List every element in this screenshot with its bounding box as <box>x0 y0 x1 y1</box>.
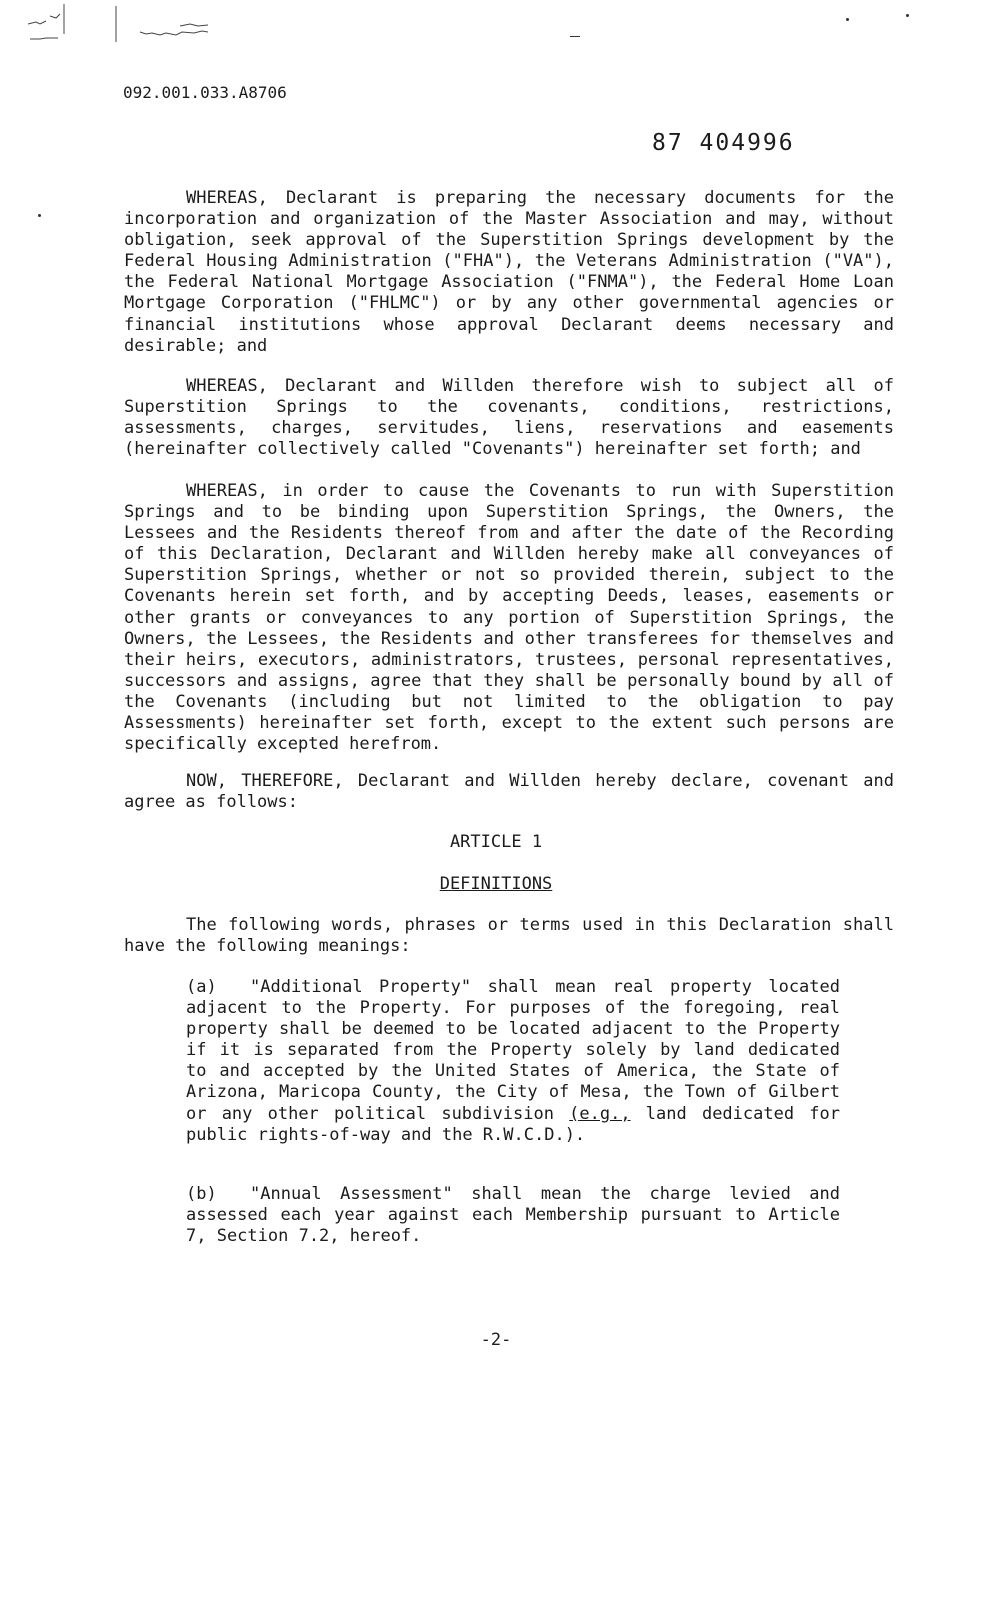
recital-paragraph-2-text: WHEREAS, Declarant and Willden therefore wish to subject all of Superstition Springs to the covenants, conditions, restrictions, assessments, charges, servitudes, liens, reservations and easements (hereinafter collectively called "Covenants") hereinafter set forth; and <box>124 376 894 460</box>
definitions-intro-text: The following words, phrases or terms used in this Declaration shall have the following meanings: <box>124 915 894 957</box>
definition-b <box>186 1184 840 1247</box>
recital-paragraph-2 <box>124 376 894 460</box>
scan-speck <box>38 214 41 217</box>
definition-b-label: (b) <box>186 1184 217 1204</box>
definitions-intro <box>124 915 894 957</box>
article-title: DEFINITIONS <box>439 874 553 894</box>
article-heading: ARTICLE 1 <box>449 832 543 852</box>
operative-paragraph-text: NOW, THEREFORE, Declarant and Willden hereby declare, covenant and agree as follows: <box>124 771 894 813</box>
scan-speck <box>846 18 849 21</box>
recording-number: 87 404996 <box>652 130 795 156</box>
article-title-line <box>0 874 992 894</box>
document-id: 092.001.033.A8706 <box>123 83 287 102</box>
recital-paragraph-1-text: WHEREAS, Declarant is preparing the necessary documents for the incorporation and organization of the Master Association and may, without obligation, seek approval of the Superstition Springs development by the Federal Housing Administration ("FHA"), the Veterans Administration ("VA"), the Federal National Mortgage Association ("FNMA"), the Federal Home Loan Mortgage Corporation ("FHLMC") or by any other governmental agencies or financial institutions whose approval Declarant deems necessary and desirable; and <box>124 188 894 356</box>
definition-a-text-end: land dedicated for public rights-of-way and the R.W.C.D.). <box>186 1103 840 1145</box>
recital-paragraph-3 <box>124 481 894 755</box>
recital-paragraph-3-text: WHEREAS, in order to cause the Covenants to run with Superstition Springs and to be binding upon Superstition Springs, the Owners, the Lessees and the Residents thereof from and after the date of the Recording of this Declaration, Declarant and Willden hereby make all conveyances of Superstition Springs, whether or not so provided therein, subject to the Covenants herein set forth, and by accepting Deeds, leases, easements or other grants or conveyances to any portion of Superstition Springs, the Owners, the Lessees, the Residents and other transferees for themselves and their heirs, executors, administrators, trustees, personal representatives, successors and assigns, agree that they shall be personally bound by all of the Covenants (including but not limited to the obligation to pay Assessments) hereinafter set forth, except to the extent such persons are specifically excepted herefrom. <box>124 481 894 755</box>
scan-speck <box>906 14 909 17</box>
definition-a-text: "Additional Property" shall mean real property located adjacent to the Property. For purposes of the foregoing, real property shall be deemed to be located adjacent to the Property if it is separated from the Property solely by land dedicated to and accepted by the United States of America, the State of Arizona, Maricopa County, the City of Mesa, the Town of Gilbert or any other political subdivision <box>186 977 840 1124</box>
recital-paragraph-1 <box>124 188 894 357</box>
operative-paragraph <box>124 771 894 813</box>
scan-speck <box>570 36 580 37</box>
definition-a-eg: (e.g., <box>569 1103 631 1124</box>
scan-artifact-marks <box>20 2 260 46</box>
definition-b-text: "Annual Assessment" shall mean the charge levied and assessed each year against each Membership pursuant to Article 7, Section 7.2, hereof. <box>186 1184 840 1247</box>
definition-a <box>186 977 840 1146</box>
definition-a-label: (a) <box>186 977 217 997</box>
page-number: -2- <box>480 1330 512 1350</box>
